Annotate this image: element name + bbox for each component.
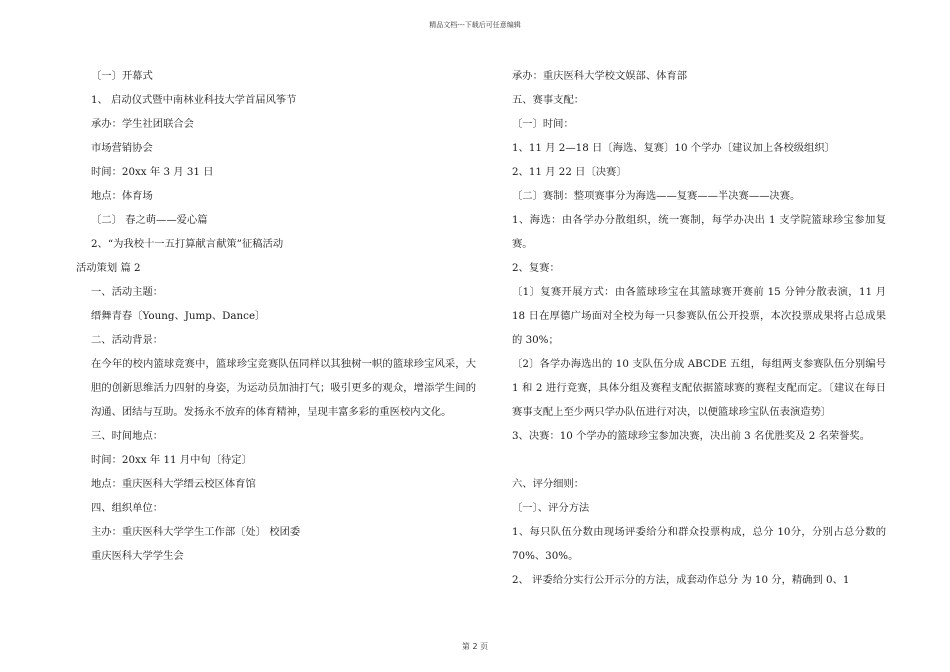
paragraph: 二、活动背景：: [91, 334, 164, 346]
paragraph: 〔一〕时间：: [512, 118, 574, 130]
paragraph: 〔二〕赛制：整项赛事分为海选——复赛——半决赛——决赛。: [512, 190, 801, 202]
paragraph: 〔一〕、评分方法: [512, 502, 590, 514]
paragraph: 五、赛事支配：: [512, 94, 585, 106]
paragraph: 〔一〕开幕式: [91, 70, 153, 82]
paragraph: 缙舞青春〔Young、Jump、Dance〕: [91, 310, 266, 322]
paragraph: 在今年的校内篮球竞赛中，篮球珍宝竞赛队伍同样以其独树一帜的篮球珍宝风采，大胆的创新思维活力四射的身姿，为运动员加油打气；吸引更多的观众，增添学生间的沟通、团结与互助。发扬永不放弃的体育精神，呈现丰富多彩的重医校内文化。: [91, 358, 476, 418]
paragraph: 〔二〕 春之萌——爱心篇: [91, 214, 208, 226]
section-heading: 活动策划 篇 2: [76, 262, 141, 274]
paragraph: 三、时间地点：: [91, 430, 164, 442]
left-column: [76, 64, 476, 568]
paragraph: 1、11 月 2—18 日〔海选、复赛〕10 个学办〔建议加上各校级组织〕: [512, 142, 835, 154]
paragraph: 地点：重庆医科大学缙云校区体育馆: [91, 478, 256, 490]
paragraph: 〔2〕各学办海选出的 10 支队伍分成 ABCDE 五组，每组两支参赛队伍分别编号 1 和 2 进行竞赛，具体分组及赛程支配依据篮球赛的赛程支配而定。〔建议在每日赛事支配上至少两只学办队伍进行对决，以便篮球珍宝队伍表演造势〕: [512, 358, 886, 418]
paragraph: 承办：学生社团联合会: [91, 118, 194, 130]
paragraph: 主办：重庆医科大学学生工作部〔处〕 校团委: [91, 526, 301, 538]
paragraph: 2、 评委给分实行公开示分的方法，成套动作总分 为 10 分，精确到 0、1: [512, 574, 850, 586]
paragraph: 1、每只队伍分数由现场评委给分和群众投票构成，总分 10分，分别占总分数的 70%、30%。: [512, 526, 886, 562]
paragraph: 3、决赛：10 个学办的篮球珍宝参加决赛，决出前 3 名优胜奖及 2 名荣誉奖。: [512, 430, 871, 442]
paragraph: 承办：重庆医科大学校文娱部、体育部: [512, 70, 688, 82]
paragraph: 一、活动主题：: [91, 286, 164, 298]
blank-line: [512, 448, 886, 472]
paragraph: 重庆医科大学学生会: [91, 550, 184, 562]
paragraph: 〔1〕复赛开展方式：由各篮球珍宝在其篮球赛开赛前 15 分钟分散表演，11 月 18 日在厚德广场面对全校为每一只参赛队伍公开投票，本次投票成果将占总成果的 30%；: [512, 286, 886, 346]
page-header: 精品文档---下载后可任意编辑: [429, 21, 521, 29]
paragraph: 六、评分细则：: [512, 478, 585, 490]
paragraph: 时间：20xx 年 11 月中旬〔待定〕: [91, 454, 252, 466]
page-number: 第 2 页: [461, 642, 489, 651]
right-column: [512, 64, 886, 592]
paragraph: 1、海选：由各学办分散组织，统一赛制，每学办决出 1 支学院篮球珍宝参加复赛。: [512, 214, 886, 250]
paragraph: 2、复赛：: [512, 262, 560, 274]
paragraph: 市场营销协会: [91, 142, 153, 154]
paragraph: 1、 启动仪式暨中南林业科技大学首届风筝节: [91, 94, 297, 106]
paragraph: 2、“为我校十一五打算献言献策”征稿活动: [91, 238, 284, 250]
paragraph: 四、组织单位：: [91, 502, 164, 514]
paragraph: 地点：体育场: [91, 190, 153, 202]
paragraph: 2、11 月 22 日〔决赛〕: [512, 166, 627, 178]
paragraph: 时间：20xx 年 3 月 31 日: [91, 166, 214, 178]
